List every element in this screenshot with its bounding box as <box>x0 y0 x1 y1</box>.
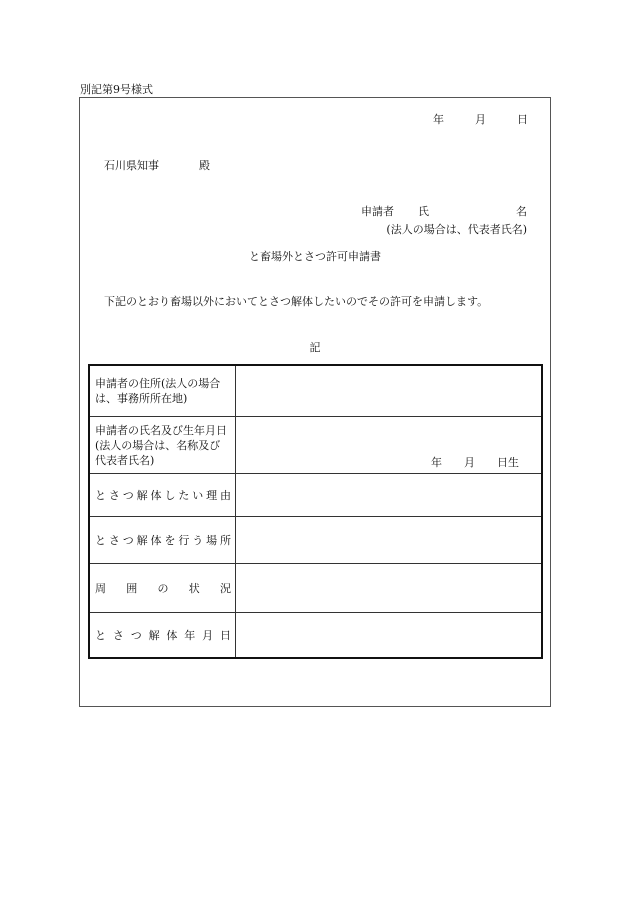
birthdate-suffix: 年 月 日生 <box>431 456 519 469</box>
row-label-reason: とさつ解体したい理由 <box>95 488 231 502</box>
ki-heading: 記 <box>309 341 321 354</box>
surroundings-field[interactable] <box>236 564 543 613</box>
application-form <box>79 97 551 707</box>
address-field[interactable] <box>236 365 543 417</box>
row-label-name-birthdate: 申請者の氏名及び生年月日(法人の場合は、名称及び代表者氏名) <box>89 417 236 474</box>
addressee <box>104 157 210 173</box>
row-label-surroundings: 周 囲 の 状 況 <box>95 581 231 595</box>
applicant-name-part2: 名 <box>516 205 527 218</box>
applicant-label: 申請者 <box>361 205 394 218</box>
application-table <box>88 364 543 659</box>
name-birthdate-field[interactable] <box>236 417 543 474</box>
date-year: 年 <box>433 113 444 126</box>
table-row <box>89 417 542 474</box>
table-row <box>89 517 542 564</box>
table-row <box>89 613 542 659</box>
slaughter-date-field[interactable] <box>236 613 543 659</box>
applicant-name-part1: 氏 <box>418 205 429 218</box>
date-line <box>433 111 528 127</box>
table-row <box>89 474 542 517</box>
reason-field[interactable] <box>236 474 543 517</box>
form-number-label: 別記第9号様式 <box>80 83 153 96</box>
date-month: 月 <box>475 113 486 126</box>
row-label-address: 申請者の住所(法人の場合は、事務所所在地) <box>89 365 236 417</box>
row-label-location: とさつ解体を行う場所 <box>95 533 231 547</box>
location-field[interactable] <box>236 517 543 564</box>
table-row <box>89 365 542 417</box>
applicant-note: (法人の場合は、代表者氏名) <box>386 223 527 236</box>
row-label-slaughter-date: とさつ解体年月日 <box>95 628 231 642</box>
date-day: 日 <box>517 113 528 126</box>
table-row <box>89 564 542 613</box>
applicant-block <box>361 203 527 237</box>
request-statement: 下記のとおり畜場以外においてとさつ解体したいのでその許可を申請します。 <box>104 295 489 308</box>
document-title: と畜場外とさつ許可申請書 <box>249 250 381 263</box>
addressee-name: 石川県知事 <box>104 159 159 172</box>
addressee-honorific: 殿 <box>199 159 210 172</box>
